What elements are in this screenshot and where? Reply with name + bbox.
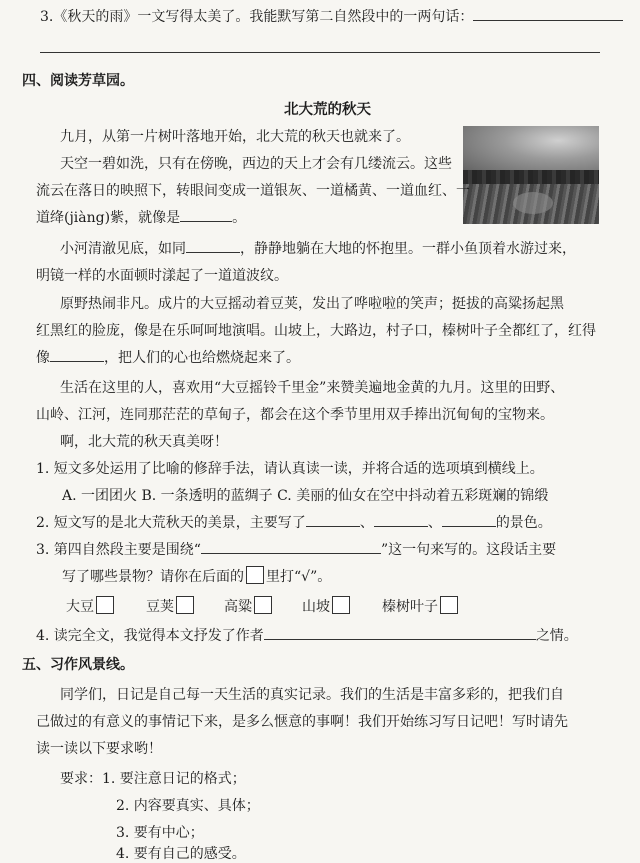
question-1: 1. 短文多处运用了比喻的修辞手法，请认真读一读，并将合适的选项填到横线上。 [36,461,544,477]
landscape-photo [463,126,599,224]
blank-line[interactable] [306,512,360,527]
check-item-dadou: 大豆 [66,596,114,616]
blank-line[interactable] [374,512,428,527]
blank-line[interactable] [264,625,536,640]
checkbox[interactable] [96,596,114,614]
paragraph-2-line-1: 天空一碧如洗，只有在傍晚，西边的天上才会有几缕流云。这些 [60,156,452,172]
blank-line[interactable] [186,238,240,253]
paragraph-4-line-3: 像 ，把人们的心也给燃烧起来了。 [36,347,300,367]
blank-line[interactable] [201,539,381,554]
section-5-paragraph-line-3: 读一读以下要求哟！ [36,741,162,757]
checkbox[interactable] [176,596,194,614]
blank-line[interactable] [50,347,104,362]
question-1-options: A. 一团团火 B. 一条透明的蓝绸子 C. 美丽的仙女在空中抖动着五彩斑斓的锦缎 [62,488,549,504]
checkbox[interactable] [332,596,350,614]
paragraph-3-line-2: 明镜一样的水面顿时漾起了一道道波纹。 [36,268,288,284]
section-5-paragraph-line-2: 己做过的有意义的事情记下来，是多么惬意的事啊！我们开始练习写日记吧！写时请先 [36,714,568,730]
checkbox[interactable] [246,566,264,584]
paragraph-2-line-3: 道绛(jiàng)紫，就像是 。 [36,207,246,227]
check-item-shanpo: 山坡 [302,596,350,616]
paragraph-2-line-2: 流云在落日的映照下，转眼间变成一道银灰、一道橘黄、一道血红、一 [36,183,470,199]
paragraph-4-line-1: 原野热闹非凡。成片的大豆摇动着豆荚，发出了哗啦啦的笑声；挺拔的高粱扬起黑 [60,296,564,312]
blank-line[interactable] [442,512,496,527]
paragraph-6: 啊，北大荒的秋天真美呀！ [60,434,228,450]
checkbox[interactable] [440,596,458,614]
question-4: 4. 读完全文，我觉得本文抒发了作者 之情。 [36,625,578,645]
section-4-heading: 四、阅读芳草园。 [22,73,134,89]
blank-line[interactable] [180,207,232,222]
question-3-line-2: 写了哪些景物？请你在后面的 里打“√”。 [62,566,331,586]
check-item-gaoliang: 高粱 [224,596,272,616]
section-5-paragraph-line-1: 同学们，日记是自己每一天生活的真实记录。我们的生活是丰富多彩的，把我们自 [60,687,564,703]
answer-line[interactable] [473,6,623,21]
paragraph-1: 九月，从第一片树叶落地开始，北大荒的秋天也就来了。 [60,129,410,145]
check-item-zhenshu: 榛树叶子 [382,596,458,616]
question-2: 2. 短文写的是北大荒秋天的美景，主要写了 、 、 的景色。 [36,512,552,532]
paragraph-3-line-1: 小河清澈见底，如同 ，静静地躺在大地的怀抱里。一群小鱼顶着水游过来， [60,238,576,258]
top-question-3 [40,6,623,26]
check-item-doujia: 豆荚 [146,596,194,616]
paragraph-5-line-2: 山岭、江河，连同那茫茫的草甸子，都会在这个季节里用双手捧出沉甸甸的宝物来。 [36,407,554,423]
requirement-4: 4. 要有自己的感受。 [116,846,246,862]
paragraph-4-line-2: 红黑红的脸庞，像是在乐呵呵地演唱。山坡上，大路边，村子口，榛树叶子全都红了，红得 [36,323,596,339]
paragraph-5-line-1: 生活在这里的人，喜欢用“大豆摇铃千里金”来赞美遍地金黄的九月。这里的田野、 [60,380,565,396]
requirement-2: 2. 内容要真实、具体； [116,798,260,814]
question-3: 3. 第四自然段主要是围绕“ ”这一句来写的。这段话主要 [36,539,556,559]
requirement-3: 3. 要有中心； [116,825,204,841]
answer-line[interactable] [40,52,600,53]
checkbox[interactable] [254,596,272,614]
top-question-3-text: 3.《秋天的雨》一文写得太美了。我能默写第二自然段中的一两句话： [40,9,474,25]
requirement-1: 要求：1. 要注意日记的格式； [60,771,246,787]
section-5-heading: 五、习作风景线。 [22,657,134,673]
passage-title: 北大荒的秋天 [284,102,371,118]
